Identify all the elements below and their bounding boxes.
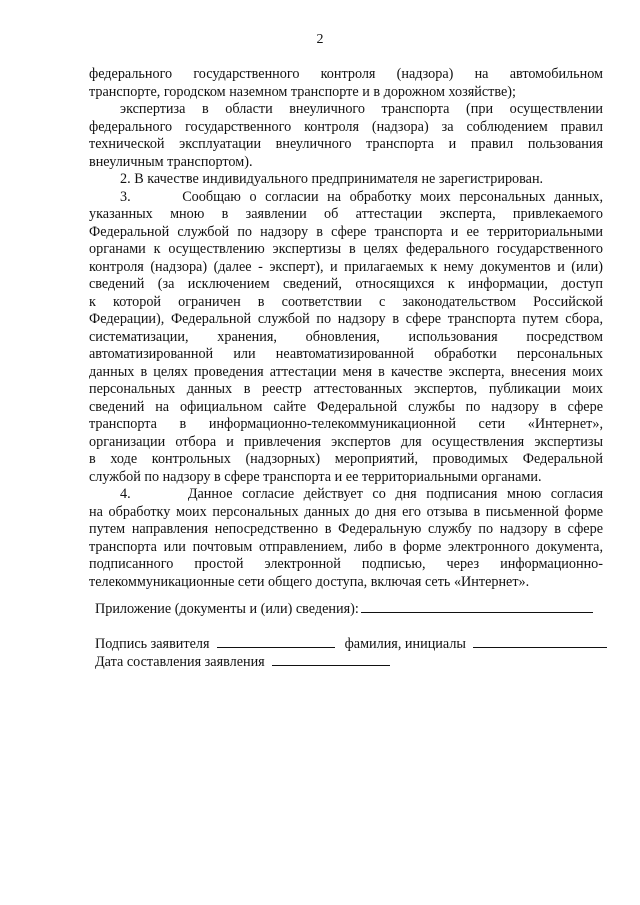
text-line: транспорта в информационно-телекоммуникационной сети «Интернет», xyxy=(89,416,603,432)
item-3 xyxy=(89,189,603,487)
text-line: технической эксплуатации внеуличного транспорта и правил пользования xyxy=(89,136,603,152)
text-line: указанных мною в заявлении об аттестации эксперта, привлекаемого xyxy=(89,206,603,222)
date-label: Дата составления заявления xyxy=(95,654,265,670)
signature-line xyxy=(95,635,607,654)
text-line: в ходе контрольных (надзорных) мероприятий, проводимых Федеральной xyxy=(89,451,603,467)
date-blank-field[interactable] xyxy=(272,653,390,666)
text-line: подписанного простой электронной подписью, через информационно- xyxy=(89,556,603,572)
text-line: транспорта или почтовым отправлением, либо в форме электронного документа, xyxy=(89,538,603,555)
text-line: организации отбора и привлечения экспертов для осуществления экспертизы xyxy=(89,433,603,450)
item-4 xyxy=(89,486,603,591)
document-body xyxy=(89,66,603,591)
date-line xyxy=(95,653,390,672)
text-line: органами к осуществлению экспертизы в целях федерального государственного xyxy=(89,241,603,257)
text-line: на обработку моих персональных данных до дня его отзыва в письменной форме xyxy=(89,503,603,520)
item-2 xyxy=(89,171,603,189)
appendix-label: Приложение (документы и (или) сведения): xyxy=(95,601,359,617)
text-line: путем направления непосредственно в Федеральную службу по надзору в сфере xyxy=(89,521,603,537)
text-line: сведений (за исключением сведений, относящихся к информации, доступ xyxy=(89,276,603,292)
text-line: данных в целях проведения аттестации меня в качестве эксперта, внесения моих xyxy=(89,363,603,380)
text-line: транспорте, городском наземном транспорте и в дорожном хозяйстве); xyxy=(89,83,516,100)
text-line: федерального государственного контроля (надзора) на автомобильном xyxy=(89,66,603,82)
page-number: 2 xyxy=(316,32,324,47)
text-line: сведений на официальном сайте Федеральной службы по надзору в сфере xyxy=(89,398,603,415)
text-line: автоматизированной или неавтоматизированной обработки персональных xyxy=(89,346,603,362)
text-line: федерального государственного контроля (надзора) за соблюдением правил xyxy=(89,118,603,135)
text-line: экспертиза в области внеуличного транспорта (при осуществлении xyxy=(120,101,603,117)
text-line: контроля (надзора) (далее - эксперт), и прилагаемых к нему документов и (или) xyxy=(89,258,603,275)
text-line: систематизации, хранения, обновления, использования посредством xyxy=(89,328,603,345)
paragraph-expertise xyxy=(89,101,603,171)
text-line: 2. В качестве индивидуального предпринимателя не зарегистрирован. xyxy=(120,171,544,187)
signature-label: Подпись заявителя xyxy=(95,636,210,652)
text-line: к которой ограничен в соответствии с законодательством Российской xyxy=(89,293,603,310)
text-line: службой по надзору в сфере транспорта и ее территориальными органами. xyxy=(89,468,542,485)
text-line: внеуличным транспортом). xyxy=(89,153,253,170)
text-line: персональных данных в реестр аттестованных экспертов, публикации моих xyxy=(89,381,603,397)
text-line: телекоммуникационные сети общего доступа, включая сеть «Интернет». xyxy=(89,573,530,590)
appendix-blank-field[interactable] xyxy=(361,600,593,613)
text-line: 3. Сообщаю о согласии на обработку моих персональных данных, xyxy=(120,188,603,205)
text-line: Федерации), Федеральной службой по надзору в сфере транспорта путем сбора, xyxy=(89,311,603,327)
text-line: 4. Данное согласие действует со дня подписания мною согласия xyxy=(120,486,603,502)
text-line: Федеральной службой по надзору в сфере транспорта и ее территориальными xyxy=(89,223,603,240)
paragraph-continuation xyxy=(89,66,603,101)
signature-blank-field[interactable] xyxy=(217,635,335,648)
surname-label: фамилия, инициалы xyxy=(344,636,466,652)
surname-blank-field[interactable] xyxy=(473,635,607,648)
appendix-line xyxy=(95,600,593,619)
